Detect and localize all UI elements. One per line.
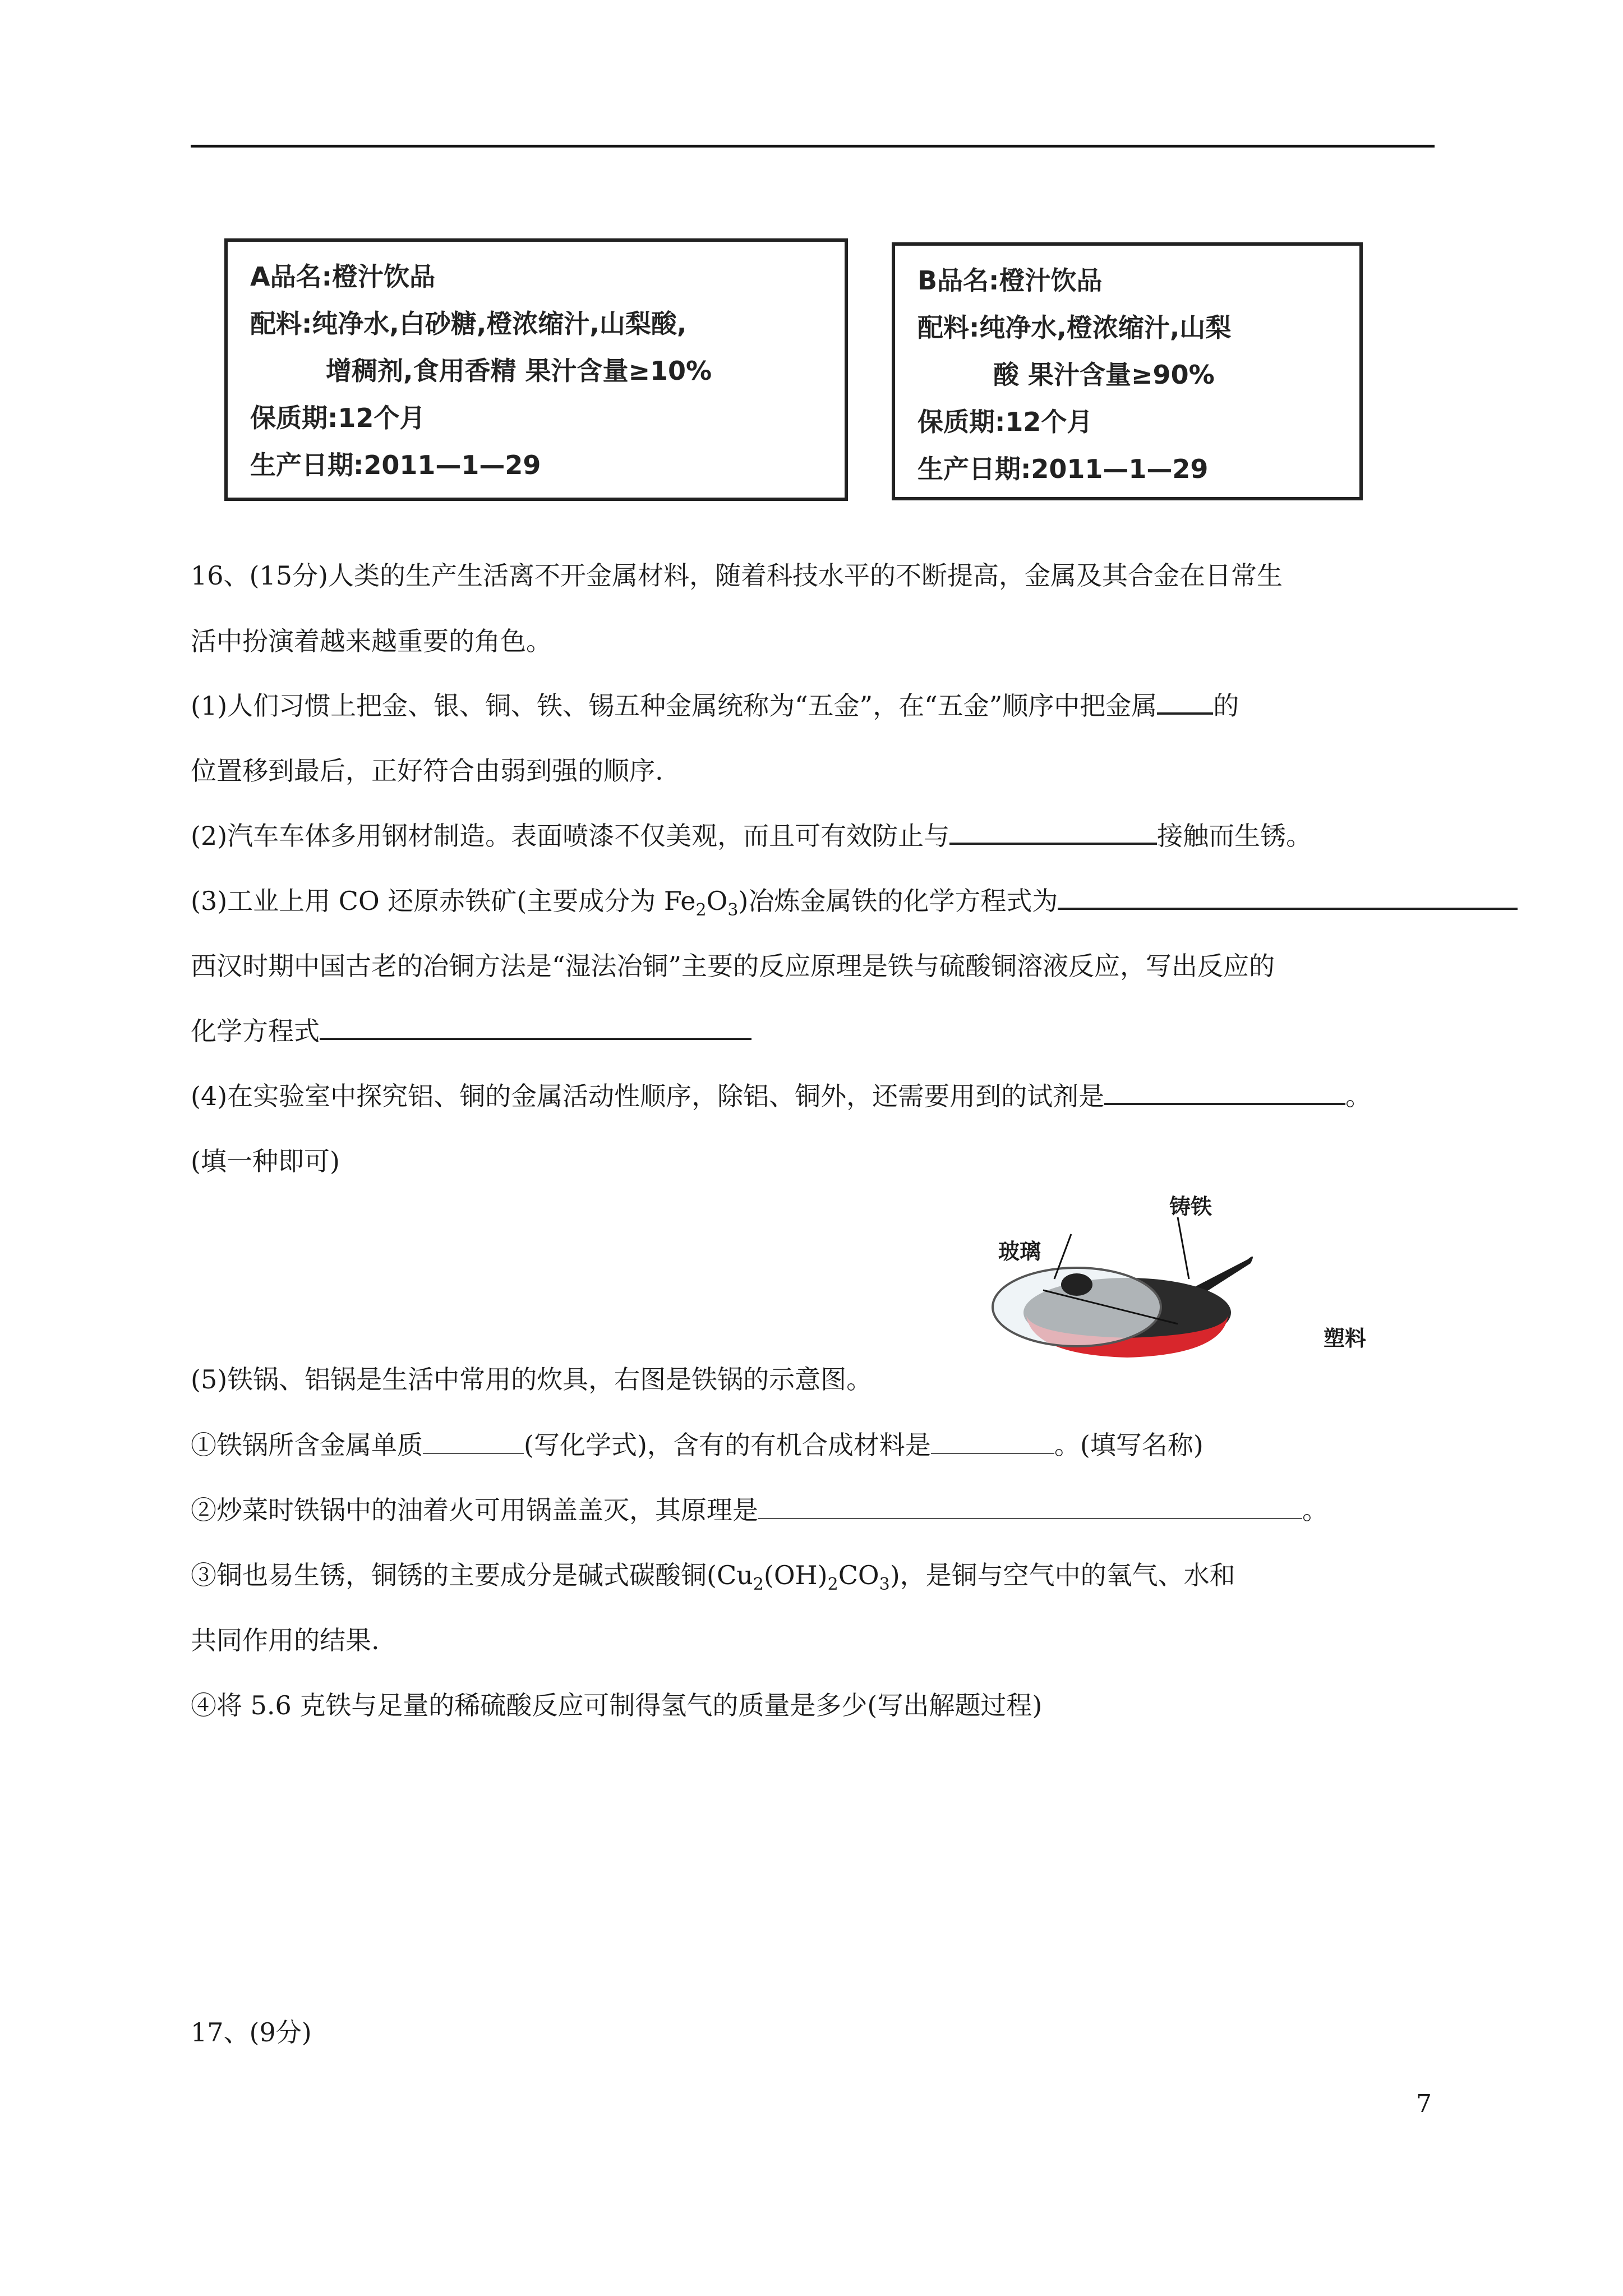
q16-sub1-text-c: 。(填写名称) bbox=[1054, 1430, 1204, 1460]
q16-intro-1: 16、(15分)人类的生产生活离不开金属材料，随着科技水平的不断提高，金属及其合金在日常生 bbox=[191, 560, 1283, 591]
q16-part4-line2: (填一种即可) bbox=[191, 1146, 340, 1176]
q16-sub1-text-b: (写化学式)，含有的有机合成材料是 bbox=[524, 1430, 931, 1460]
q16-sub1-text: ①铁锅所含金属单质 bbox=[191, 1430, 423, 1460]
subscript: 2 bbox=[827, 1575, 838, 1595]
q16-part1-text-end: 的 bbox=[1213, 691, 1239, 721]
q16-intro-2: 活中扮演着越来越重要的角色。 bbox=[191, 626, 552, 656]
frying-pan-diagram bbox=[987, 1195, 1391, 1380]
pan-label-glass: 玻璃 bbox=[998, 1239, 1041, 1264]
q16-sub2-text-end: 。 bbox=[1302, 1495, 1328, 1525]
hydroxide: (OH) bbox=[763, 1560, 828, 1590]
q16-part1-line1 bbox=[191, 685, 1239, 723]
answer-blank-equation-2[interactable] bbox=[320, 1033, 751, 1040]
subscript: 3 bbox=[727, 900, 739, 921]
q17-heading: 17、(9分) bbox=[191, 2017, 312, 2047]
answer-blank-rust[interactable] bbox=[949, 838, 1157, 845]
q16-sub2 bbox=[191, 1490, 1328, 1527]
label-b-date: 生产日期:2011—1—29 bbox=[917, 454, 1209, 484]
q16-part3-line2: 西汉时期中国古老的冶铜方法是“湿法冶铜”主要的反应原理是铁与硫酸铜溶液反应，写出反应的 bbox=[191, 951, 1275, 981]
pan-label-plastic: 塑料 bbox=[1324, 1326, 1367, 1351]
juice-label-a bbox=[224, 238, 848, 501]
answer-blank-metal[interactable] bbox=[1157, 708, 1213, 715]
q16-part3-line3 bbox=[191, 1011, 751, 1048]
q16-part2-text: (2)汽车车体多用钢材制造。表面喷漆不仅美观，而且可有效防止与 bbox=[191, 821, 950, 851]
q16-part5: (5)铁锅、铝锅是生活中常用的炊具，右图是铁锅的示意图。 bbox=[191, 1364, 873, 1395]
label-a-shelf-life: 保质期:12个月 bbox=[250, 403, 426, 433]
q16-part4-text: (4)在实验室中探究铝、铜的金属活动性顺序，除铝、铜外，还需要用到的试剂是 bbox=[191, 1081, 1105, 1111]
subscript: 2 bbox=[695, 900, 707, 921]
label-b-ingredients-2: 酸 果汁含量≥90% bbox=[993, 360, 1215, 390]
pan-label-cast-iron: 铸铁 bbox=[1169, 1194, 1212, 1219]
q16-part2-text-end: 接触而生锈。 bbox=[1157, 821, 1312, 851]
q16-sub3-text: ③铜也易生锈，铜锈的主要成分是碱式碳酸铜(Cu bbox=[191, 1560, 753, 1590]
q16-sub4: ④将 5.6 克铁与足量的稀硫酸反应可制得氢气的质量是多少(写出解题过程) bbox=[191, 1690, 1043, 1720]
label-a-name: A品名:橙汁饮品 bbox=[250, 261, 435, 292]
q16-part3-text-b: )冶炼金属铁的化学方程式为 bbox=[738, 886, 1058, 916]
page-number: 7 bbox=[1416, 2090, 1432, 2118]
q16-part1-text: (1)人们习惯上把金、银、铜、铁、锡五种金属统称为“五金”，在“五金”顺序中把金属 bbox=[191, 691, 1158, 721]
answer-blank-reagent[interactable] bbox=[1104, 1098, 1345, 1105]
q16-part2 bbox=[191, 816, 1312, 853]
q16-sub1 bbox=[191, 1425, 1204, 1462]
label-b-name: B品名:橙汁饮品 bbox=[917, 265, 1103, 296]
label-b-ingredients-1: 配料:纯净水,橙浓缩汁,山梨 bbox=[917, 312, 1232, 343]
oxygen-symbol: O bbox=[706, 886, 728, 916]
carbonate: CO bbox=[838, 1560, 879, 1590]
header-rule bbox=[191, 145, 1435, 148]
q16-sub3-line1 bbox=[191, 1555, 1235, 1594]
q16-part1-line2: 位置移到最后，正好符合由弱到强的顺序. bbox=[191, 756, 663, 786]
q16-part4-text-end: 。 bbox=[1345, 1081, 1372, 1111]
juice-label-b bbox=[892, 242, 1363, 500]
label-a-ingredients-1: 配料:纯净水,白砂糖,橙浓缩汁,山梨酸, bbox=[250, 309, 687, 339]
label-a-date: 生产日期:2011—1—29 bbox=[250, 450, 541, 480]
answer-blank-principle[interactable] bbox=[758, 1513, 1302, 1519]
answer-blank-material[interactable] bbox=[931, 1448, 1054, 1454]
q16-sub2-text: ②炒菜时铁锅中的油着火可用锅盖盖灭，其原理是 bbox=[191, 1495, 758, 1525]
pan-illustration bbox=[987, 1195, 1391, 1380]
q16-part3-text: (3)工业上用 CO 还原赤铁矿(主要成分为 Fe bbox=[191, 886, 696, 916]
answer-blank-formula[interactable] bbox=[423, 1448, 524, 1454]
q16-sub3-text-b: )，是铜与空气中的氧气、水和 bbox=[889, 1560, 1235, 1590]
q16-part3-text-d: 化学方程式 bbox=[191, 1016, 320, 1046]
label-b-shelf-life: 保质期:12个月 bbox=[917, 407, 1093, 437]
q16-part4-line1 bbox=[191, 1076, 1371, 1113]
q16-part3-line1 bbox=[191, 881, 1518, 920]
label-a-ingredients-2: 增稠剂,食用香精 果汁含量≥10% bbox=[326, 356, 712, 386]
subscript: 3 bbox=[879, 1575, 890, 1595]
subscript: 2 bbox=[753, 1575, 764, 1595]
answer-blank-equation-1[interactable] bbox=[1058, 903, 1518, 910]
q16-sub3-line2: 共同作用的结果. bbox=[191, 1625, 380, 1655]
